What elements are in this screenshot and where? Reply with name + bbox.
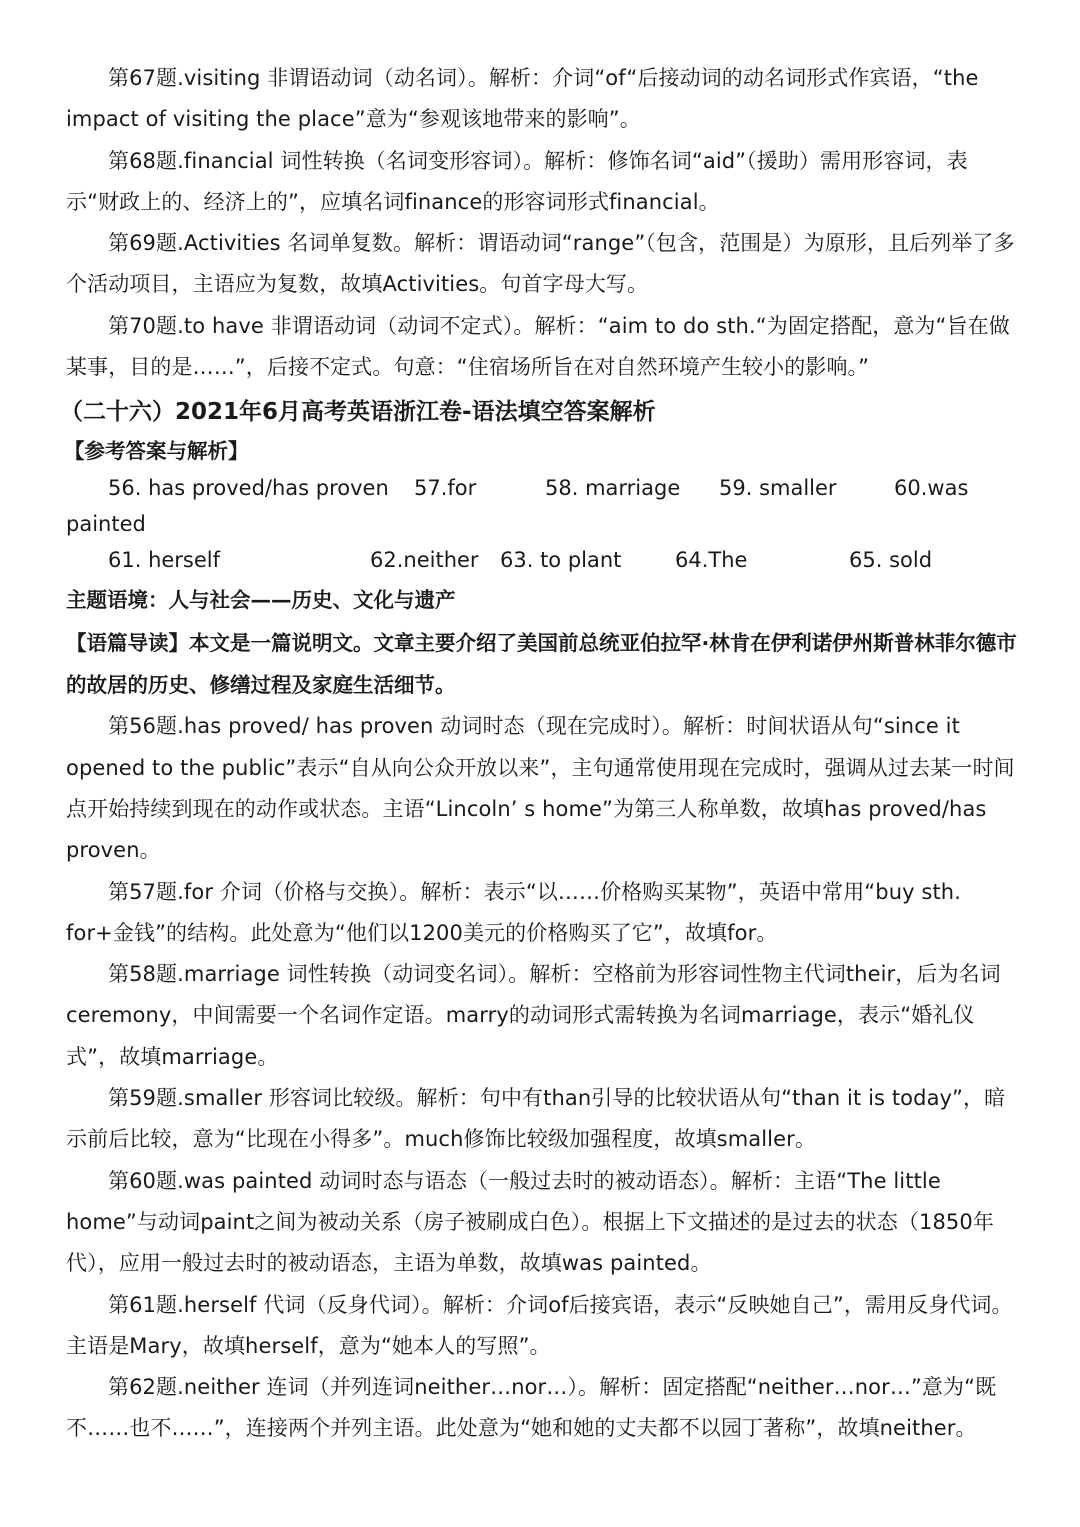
theme-context: 主题语境：人与社会——历史、文化与遗产 bbox=[66, 588, 456, 613]
section-title: （二十六）2021年6月高考英语浙江卷-语法填空答案解析 bbox=[60, 399, 656, 426]
answer-62: 62.neither bbox=[370, 548, 479, 573]
document-page bbox=[60, 58, 1018, 1450]
answer-60: 60.was bbox=[894, 476, 969, 501]
answer-explanation-69: 第69题.Activities 名词单复数。解析：谓语动词“range”（包含，范围是）为原形，且后列举了多个活动项目，主语应为复数，故填Activities。句首字母大写。 bbox=[66, 231, 1015, 297]
answer-explanation-56: 第56题.has proved/ has proven 动词时态（现在完成时）。解析：时间状语从句“since it opened to the public”表示“自从向公众开放以来”，主句通常使用现在完成时，强调从过去某一时间点开始持续到现在的动作或状态。主语“Lincoln’ s home”为第三人称单数，故填has proved/has proven。 bbox=[66, 714, 1015, 863]
answer-57: 57.for bbox=[414, 476, 477, 501]
answer-explanation-62: 第62题.neither 连词（并列连词neither…nor…）。解析：固定搭配“neither…nor…”意为“既不……也不……”，连接两个并列主语。此处意为“她和她的丈夫都不以园丁著称”，故填neither。 bbox=[66, 1375, 997, 1441]
answer-row-2 bbox=[66, 542, 1018, 578]
answer-explanation-61: 第61题.herself 代词（反身代词）。解析：介词of后接宾语，表示“反映她自己”，需用反身代词。主语是Mary，故填herself，意为“她本人的写照”。 bbox=[66, 1292, 1013, 1358]
answer-row-1 bbox=[66, 470, 1018, 506]
answer-explanation-67: 第67题.visiting 非谓语动词（动名词）。解析：介词“of“后接动词的动名词形式作宾语，“the impact of visiting the place”意为“参观该地带来的影响”。 bbox=[66, 66, 979, 132]
answer-explanation-68: 第68题.financial 词性转换（名词变形容词）。解析：修饰名词“aid”（援助）需用形容词，表示“财政上的、经济上的”，应填名词finance的形容词形式financial。 bbox=[66, 148, 968, 214]
passage-intro: 【语篇导读】本文是一篇说明文。文章主要介绍了美国前总统亚伯拉罕·林肯在伊利诺伊州斯普林菲尔德市的故居的历史、修缮过程及家庭生活细节。 bbox=[66, 631, 1017, 698]
answer-explanation-70: 第70题.to have 非谓语动词（动词不定式）。解析：“aim to do sth.“为固定搭配，意为“旨在做某事，目的是……”，后接不定式。句意：“住宿场所旨在对自然环境产生较小的影响。” bbox=[66, 313, 1010, 380]
answer-explanation-59: 第59题.smaller 形容词比较级。解析：句中有than引导的比较状语从句“than it is today”，暗示前后比较，意为“比现在小得多”。much修饰比较级加强程度，故填smaller。 bbox=[66, 1086, 1006, 1152]
answer-60-wrap: painted bbox=[66, 512, 146, 537]
answer-explanation-60: 第60题.was painted 动词时态与语态（一般过去时的被动语态）。解析：主语“The little home”与动词paint之间为被动关系（房子被刷成白色）。根据上下文描述的是过去的状态（1850年代），应用一般过去时的被动语态，主语为单数，故填was painted。 bbox=[66, 1168, 994, 1276]
answer-65: 65. sold bbox=[849, 548, 933, 573]
answers-heading: 【参考答案与解析】 bbox=[64, 439, 249, 464]
answer-59: 59. smaller bbox=[719, 476, 837, 501]
answer-58: 58. marriage bbox=[545, 476, 681, 501]
answer-explanation-58: 第58题.marriage 词性转换（动词变名词）。解析：空格前为形容词性物主代词their，后为名词ceremony，中间需要一个名词作定语。marry的动词形式需转换为名词marriage，表示“婚礼仪式”，故填marriage。 bbox=[66, 962, 1001, 1069]
answer-63: 63. to plant bbox=[500, 548, 622, 573]
answer-61: 61. herself bbox=[108, 548, 221, 573]
answer-56: 56. has proved/has proven bbox=[108, 476, 389, 501]
answer-64: 64.The bbox=[675, 548, 748, 573]
answer-explanation-57: 第57题.for 介词（价格与交换）。解析：表示“以……价格购买某物”，英语中常用“buy sth. for+金钱”的结构。此处意为“他们以1200美元的价格购买了它”，故填for。 bbox=[66, 879, 961, 945]
answer-key bbox=[66, 470, 1018, 578]
